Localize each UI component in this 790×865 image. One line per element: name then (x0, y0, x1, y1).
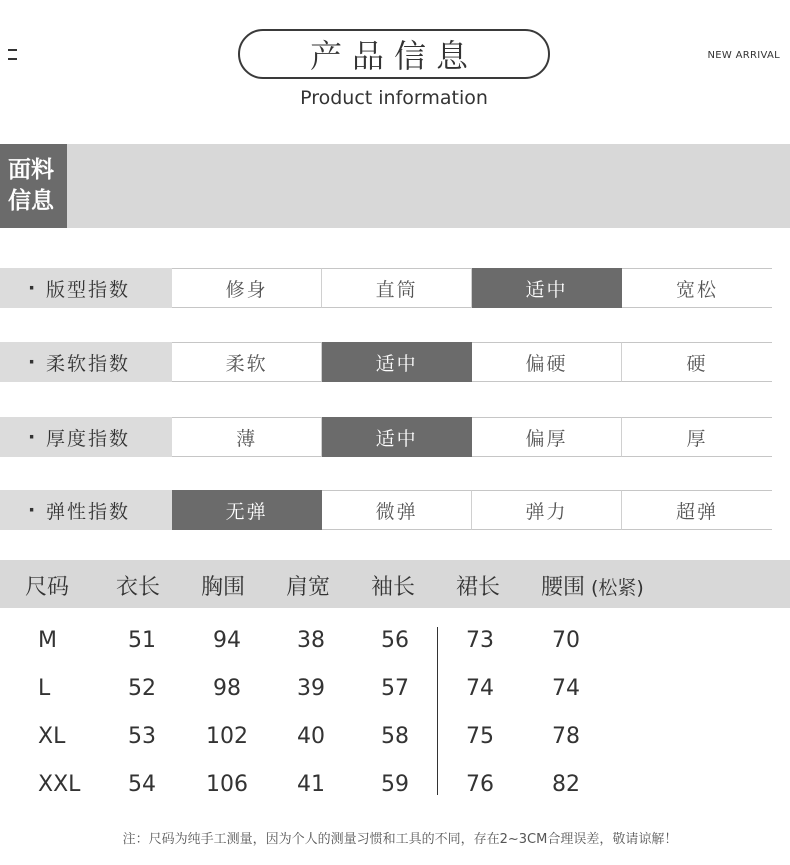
index-option: 偏厚 (472, 417, 622, 457)
index-option: 柔软 (172, 342, 322, 382)
cell-length: 52 (128, 676, 156, 701)
left-marker (8, 47, 17, 63)
size-table-header (0, 560, 790, 608)
table-row (0, 724, 790, 754)
cell-size: XL (38, 724, 66, 749)
cell-waist: 74 (552, 676, 580, 701)
index-option: 厚 (622, 417, 772, 457)
cell-sleeve: 58 (381, 724, 409, 749)
index-option: 薄 (172, 417, 322, 457)
cell-shoulder: 41 (297, 772, 325, 797)
header-shoulder: 肩宽 (286, 575, 331, 600)
fabric-tag-line1: 面料 (8, 157, 54, 183)
header-waist: 腰围 (541, 575, 586, 600)
fabric-info-band (0, 144, 790, 228)
header-sleeve: 袖长 (371, 575, 416, 600)
page-title: 产品信息 (238, 29, 550, 79)
index-option: 宽松 (622, 268, 772, 308)
cell-length: 54 (128, 772, 156, 797)
cell-size: M (38, 628, 57, 653)
cell-waist: 78 (552, 724, 580, 749)
index-label: · 弹性指数 (0, 490, 172, 530)
cell-sleeve: 57 (381, 676, 409, 701)
index-label: · 版型指数 (0, 268, 172, 308)
header-chest: 胸围 (201, 575, 246, 600)
cell-length: 51 (128, 628, 156, 653)
index-option: 微弹 (322, 490, 472, 530)
index-row-thickness (0, 417, 772, 457)
table-row (0, 676, 790, 706)
header-length: 衣长 (116, 575, 161, 600)
header-skirt-length: 裙长 (456, 575, 501, 600)
index-option: 适中 (322, 342, 472, 382)
index-row-elasticity (0, 490, 772, 530)
cell-shoulder: 40 (297, 724, 325, 749)
cell-sleeve: 59 (381, 772, 409, 797)
cell-skirt-length: 74 (466, 676, 494, 701)
page-subtitle: Product information (300, 87, 488, 109)
cell-shoulder: 38 (297, 628, 325, 653)
size-table (0, 618, 790, 808)
index-option: 弹力 (472, 490, 622, 530)
index-option: 硬 (622, 342, 772, 382)
index-label: · 厚度指数 (0, 417, 172, 457)
fabric-info-tag (0, 144, 67, 228)
cell-chest: 98 (213, 676, 241, 701)
cell-skirt-length: 75 (466, 724, 494, 749)
cell-length: 53 (128, 724, 156, 749)
index-row-fit (0, 268, 772, 308)
index-option: 无弹 (172, 490, 322, 530)
fabric-tag-line2: 信息 (8, 188, 54, 214)
index-option: 直筒 (322, 268, 472, 308)
footnote: 注：尺码为纯手工测量，因为个人的测量习惯和工具的不同，存在2~3CM合理误差，敬请谅解！ (122, 832, 678, 847)
cell-chest: 102 (206, 724, 248, 749)
table-row (0, 628, 790, 658)
index-option: 适中 (322, 417, 472, 457)
index-option: 修身 (172, 268, 322, 308)
column-divider (437, 627, 438, 795)
cell-chest: 94 (213, 628, 241, 653)
index-option: 适中 (472, 268, 622, 308)
cell-shoulder: 39 (297, 676, 325, 701)
cell-skirt-length: 76 (466, 772, 494, 797)
index-option: 超弹 (622, 490, 772, 530)
cell-size: L (38, 676, 51, 701)
cell-skirt-length: 73 (466, 628, 494, 653)
cell-size: XXL (38, 772, 81, 797)
header-size: 尺码 (25, 575, 70, 600)
index-option: 偏硬 (472, 342, 622, 382)
cell-chest: 106 (206, 772, 248, 797)
index-row-softness (0, 342, 772, 382)
new-arrival-badge: NEW ARRIVAL (707, 50, 780, 61)
cell-sleeve: 56 (381, 628, 409, 653)
header-waist-note: (松紧) (591, 577, 644, 599)
table-row (0, 772, 790, 802)
cell-waist: 70 (552, 628, 580, 653)
index-label: · 柔软指数 (0, 342, 172, 382)
cell-waist: 82 (552, 772, 580, 797)
